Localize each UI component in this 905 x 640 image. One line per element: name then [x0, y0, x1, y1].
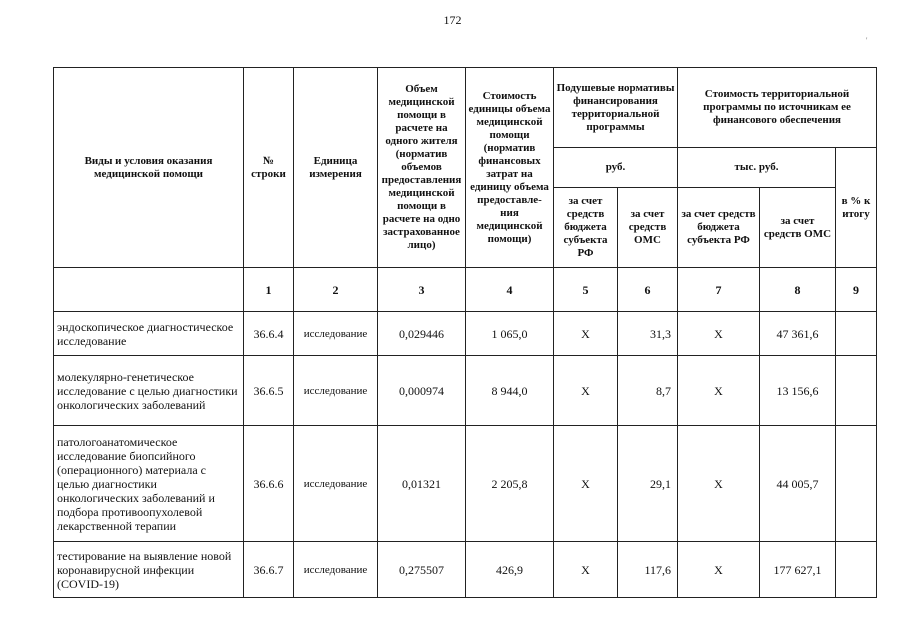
row-budget: Х [554, 312, 618, 356]
col-number: 5 [554, 268, 618, 312]
row-unit: исследование [294, 426, 378, 542]
row-budget: Х [554, 356, 618, 426]
row-oms-total: 177 627,1 [760, 542, 836, 598]
row-budget: Х [554, 542, 618, 598]
table-row [54, 312, 877, 356]
row-percent [836, 312, 877, 356]
header-oms: за счет средств ОМС [618, 188, 678, 268]
row-volume: 0,000974 [378, 356, 466, 426]
row-unit: исследование [294, 356, 378, 426]
header-per-capita-group: Подушевые нормативы финансирования территориальной программы [554, 68, 678, 148]
col-number: 6 [618, 268, 678, 312]
table-row [54, 356, 877, 426]
row-unit-cost: 8 944,0 [466, 356, 554, 426]
row-oms: 29,1 [618, 426, 678, 542]
row-care-type: молекулярно-генетическое исследование с целью диагностики онкологических заболеваний [54, 356, 244, 426]
row-unit-cost: 426,9 [466, 542, 554, 598]
table-row [54, 542, 877, 598]
row-unit-cost: 1 065,0 [466, 312, 554, 356]
header-line-number: № строки [244, 68, 294, 268]
row-oms-total: 13 156,6 [760, 356, 836, 426]
row-budget-total: Х [678, 356, 760, 426]
row-oms: 8,7 [618, 356, 678, 426]
row-unit: исследование [294, 542, 378, 598]
page-number: 172 [443, 13, 462, 27]
col-number: 9 [836, 268, 877, 312]
row-oms: 117,6 [618, 542, 678, 598]
row-line-number: 36.6.6 [244, 426, 294, 542]
col-number: 4 [466, 268, 554, 312]
row-unit-cost: 2 205,8 [466, 426, 554, 542]
row-oms-total: 47 361,6 [760, 312, 836, 356]
header-percent: в % к итогу [836, 148, 877, 268]
column-numbers-row [54, 268, 877, 312]
row-budget-total: Х [678, 542, 760, 598]
row-budget-total: Х [678, 426, 760, 542]
col-number: 1 [244, 268, 294, 312]
col-number: 3 [378, 268, 466, 312]
row-line-number: 36.6.4 [244, 312, 294, 356]
corner-mark: ' [866, 36, 868, 45]
row-percent [836, 356, 877, 426]
row-care-type: тестирование на выявление новой коронавирусной инфекции (COVID-19) [54, 542, 244, 598]
header-program-cost-group: Стоимость территориальной программы по источникам ее финансового обеспечения [678, 68, 877, 148]
col-number-empty [54, 268, 244, 312]
row-line-number: 36.6.5 [244, 356, 294, 426]
row-oms-total: 44 005,7 [760, 426, 836, 542]
row-percent [836, 542, 877, 598]
row-volume: 0,029446 [378, 312, 466, 356]
col-number: 2 [294, 268, 378, 312]
row-volume: 0,275507 [378, 542, 466, 598]
header-oms-total: за счет средств ОМС [760, 188, 836, 268]
col-number: 7 [678, 268, 760, 312]
header-budget-subject-total: за счет средств бюджета субъекта РФ [678, 188, 760, 268]
table-row [54, 426, 877, 542]
row-oms: 31,3 [618, 312, 678, 356]
header-unit: Единица измерения [294, 68, 378, 268]
header-budget-subject: за счет средств бюджета субъекта РФ [554, 188, 618, 268]
header-thous-rub: тыс. руб. [678, 148, 836, 188]
row-care-type: эндоскопическое диагностическое исследование [54, 312, 244, 356]
row-budget-total: Х [678, 312, 760, 356]
row-budget: Х [554, 426, 618, 542]
row-unit: исследование [294, 312, 378, 356]
row-volume: 0,01321 [378, 426, 466, 542]
header-unit-cost: Стоимость единицы объема медицинской помощи (норматив финансовых затрат на единицу объема предоставле-ния медицинской помощи) [466, 68, 554, 268]
medical-care-table [53, 67, 877, 598]
row-percent [836, 426, 877, 542]
header-rub: руб. [554, 148, 678, 188]
row-care-type: патологоанатомическое исследование биопсийного (операционного) материала с целью диагностики онкологических заболеваний и подбора противоопухолевой лекарственной терапии [54, 426, 244, 542]
col-number: 8 [760, 268, 836, 312]
row-line-number: 36.6.7 [244, 542, 294, 598]
header-volume: Объем медицинской помощи в расчете на одного жителя (норматив объемов предоставления медицинской помощи в расчете на одно застрахованное лицо) [378, 68, 466, 268]
header-care-type: Виды и условия оказания медицинской помощи [54, 68, 244, 268]
